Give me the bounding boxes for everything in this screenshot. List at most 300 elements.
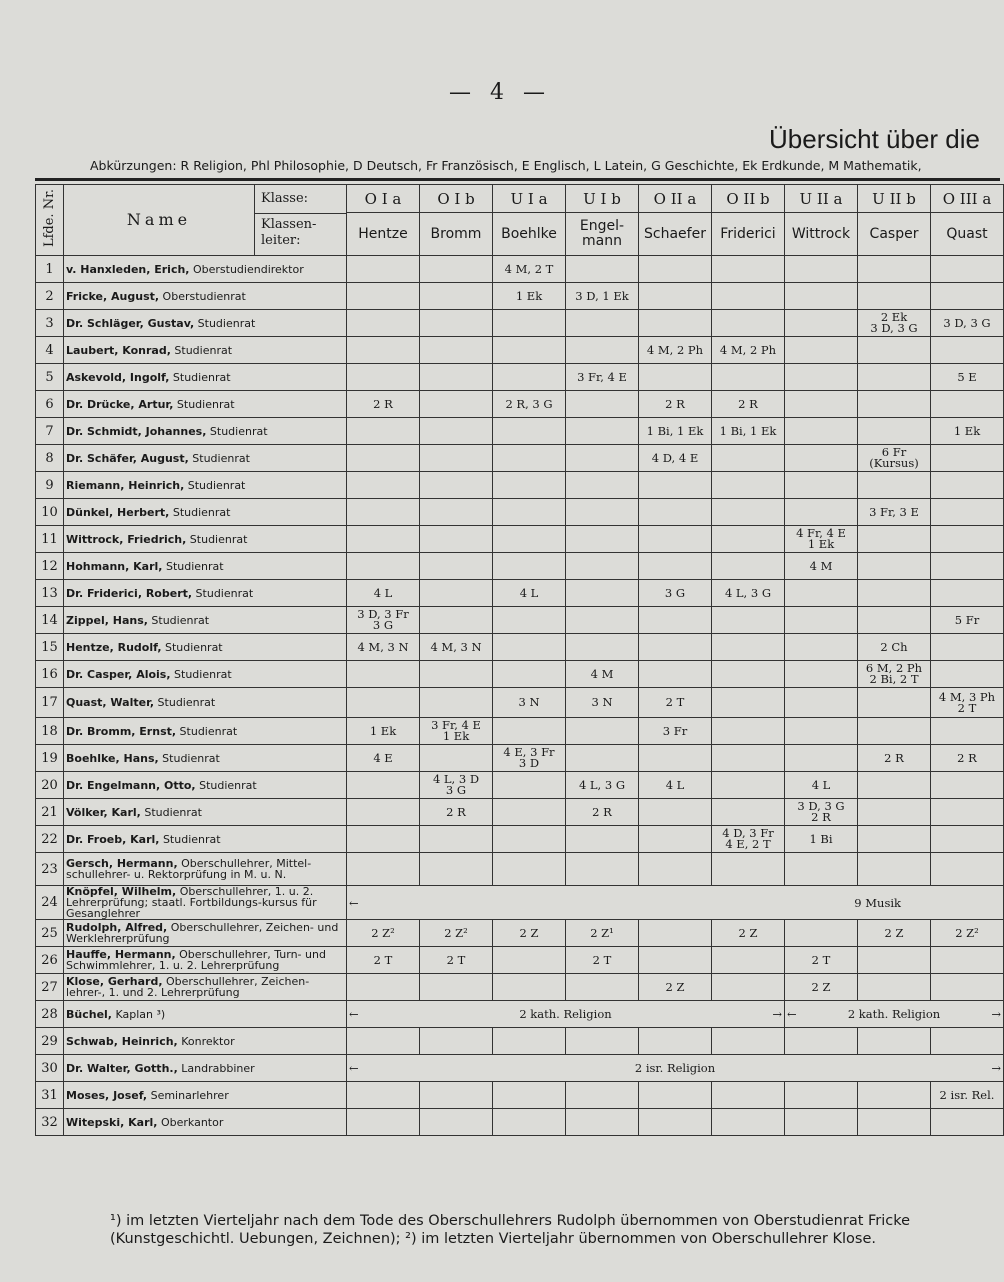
- teacher-name: Schwab, Heinrich,: [66, 1034, 178, 1048]
- teacher-name-cell: [64, 718, 347, 745]
- table-row: [36, 853, 1004, 886]
- table-row: [36, 634, 1004, 661]
- assignment-cell: [566, 472, 639, 499]
- teacher-name-cell: [64, 886, 347, 920]
- assignment-cell: [493, 526, 566, 553]
- assignment-cell: [566, 310, 639, 337]
- assignment-cell: [347, 661, 420, 688]
- assignment-cell: [785, 1082, 858, 1109]
- assignment-cell: [931, 256, 1004, 283]
- class-leader: Casper: [858, 213, 931, 256]
- class-leader: Friderici: [712, 213, 785, 256]
- row-number: 8: [36, 445, 64, 472]
- assignment-cell: [858, 283, 931, 310]
- assignment-cell: [785, 256, 858, 283]
- assignment-cell: 4 M: [785, 553, 858, 580]
- assignment-cell: 2 Z: [858, 920, 931, 947]
- assignment-cell: [931, 526, 1004, 553]
- assignment-cell: [712, 1082, 785, 1109]
- assignment-cell: 2 Z: [639, 974, 712, 1001]
- assignment-cell: [931, 499, 1004, 526]
- teacher-name-cell: [64, 310, 347, 337]
- assignment-cell: 2 Z: [785, 974, 858, 1001]
- assignment-cell: 2 Z²: [347, 920, 420, 947]
- assignment-cell: [639, 499, 712, 526]
- teacher-name-cell: [64, 553, 347, 580]
- assignment-cell: [420, 391, 493, 418]
- assignment-cell: [420, 853, 493, 886]
- table-row: [36, 1109, 1004, 1136]
- assignment-cell: [420, 1082, 493, 1109]
- assignment-cell: [347, 256, 420, 283]
- class-header: O I a: [347, 185, 420, 213]
- assignment-cell: 3 G: [639, 580, 712, 607]
- klasse-label: Klasse:: [255, 185, 346, 214]
- assignment-cell: [712, 283, 785, 310]
- row-number: 20: [36, 772, 64, 799]
- assignment-cell: 4 Fr, 4 E 1 Ek: [785, 526, 858, 553]
- assignment-cell: [493, 1082, 566, 1109]
- assignment-cell: 4 L, 3 G: [712, 580, 785, 607]
- assignment-cell: [712, 974, 785, 1001]
- assignment-cell: [420, 445, 493, 472]
- table-row: [36, 772, 1004, 799]
- assignment-cell: [858, 1028, 931, 1055]
- assignment-cell: 3 Fr: [639, 718, 712, 745]
- assignment-cell: [931, 283, 1004, 310]
- assignment-cell: 2 R: [858, 745, 931, 772]
- teacher-name: Büchel,: [66, 1007, 112, 1021]
- assignment-cell: 2 Z²: [420, 920, 493, 947]
- teacher-name: Dr. Casper, Alois,: [66, 667, 171, 681]
- teacher-role: Studienrat: [170, 343, 233, 357]
- teacher-name-cell: [64, 499, 347, 526]
- teacher-name: Hohmann, Karl,: [66, 559, 163, 573]
- teacher-name-cell: [64, 799, 347, 826]
- teacher-role: Studienrat: [184, 478, 246, 492]
- class-header: U I a: [493, 185, 566, 213]
- table-row: [36, 526, 1004, 553]
- assignment-cell: 4 M, 2 Ph: [712, 337, 785, 364]
- teacher-name-cell: [64, 853, 347, 886]
- teacher-name-cell: [64, 745, 347, 772]
- row-number: 31: [36, 1082, 64, 1109]
- assignment-cell: [493, 1028, 566, 1055]
- assignment-cell: 3 D, 1 Ek: [566, 283, 639, 310]
- assignment-cell: [785, 445, 858, 472]
- teacher-role: Oberstudienrat: [159, 289, 246, 303]
- teacher-role: Studienrat: [195, 778, 257, 792]
- assignment-cell: [858, 1082, 931, 1109]
- assignment-cell: [347, 826, 420, 853]
- row-number: 21: [36, 799, 64, 826]
- assignment-cell: [639, 283, 712, 310]
- assignment-cell: [712, 553, 785, 580]
- assignment-cell: [712, 526, 785, 553]
- assignment-cell: [493, 718, 566, 745]
- assignment-cell: [639, 364, 712, 391]
- assignment-cell: 4 L, 3 G: [566, 772, 639, 799]
- row-number: 17: [36, 688, 64, 718]
- assignment-cell: 3 Fr, 4 E: [566, 364, 639, 391]
- row-number: 26: [36, 947, 64, 974]
- table-row: [36, 499, 1004, 526]
- teacher-name: Dr. Schläger, Gustav,: [66, 316, 195, 330]
- teacher-name: Völker, Karl,: [66, 805, 141, 819]
- assignment-cell: [420, 526, 493, 553]
- teacher-role: Konrektor: [177, 1034, 235, 1048]
- row-number: 2: [36, 283, 64, 310]
- span-label: 9 Musik: [854, 895, 901, 910]
- assignment-cell: [420, 1109, 493, 1136]
- table-row: [36, 718, 1004, 745]
- teacher-name-cell: [64, 1028, 347, 1055]
- assignment-cell: 2 T: [347, 947, 420, 974]
- table-row: [36, 1001, 1004, 1028]
- page-title: Übersicht über die: [769, 124, 980, 154]
- assignment-cell: [858, 418, 931, 445]
- assignment-cell: [858, 853, 931, 886]
- assignment-cell: [785, 472, 858, 499]
- header-rule: [35, 178, 1000, 181]
- assignment-cell: [347, 974, 420, 1001]
- assignment-cell: [566, 607, 639, 634]
- assignment-cell: 2 T: [639, 688, 712, 718]
- assignment-cell: [566, 745, 639, 772]
- teacher-role: Studienrat: [206, 424, 268, 438]
- row-number: 30: [36, 1055, 64, 1082]
- assignment-cell: 4 E: [347, 745, 420, 772]
- class-leader: Quast: [931, 213, 1004, 256]
- teacher-role: Seminarlehrer: [147, 1088, 229, 1102]
- assignment-cell: [858, 391, 931, 418]
- assignment-cell: 6 Fr (Kursus): [858, 445, 931, 472]
- assignment-cell: 2 Z: [493, 920, 566, 947]
- row-number: 3: [36, 310, 64, 337]
- assignment-cell: [785, 634, 858, 661]
- assignment-cell: 4 M, 2 T: [493, 256, 566, 283]
- assignment-cell: 2 Z: [712, 920, 785, 947]
- assignment-cell: [712, 688, 785, 718]
- teacher-role: Studienrat: [169, 370, 231, 384]
- table-row: [36, 886, 1004, 920]
- assignment-cell: [566, 256, 639, 283]
- assignment-cell: [347, 418, 420, 445]
- assignment-cell: [493, 853, 566, 886]
- assignment-cell: 3 D, 3 G: [931, 310, 1004, 337]
- assignment-cell: [785, 499, 858, 526]
- table-row: [36, 607, 1004, 634]
- table-row: [36, 920, 1004, 947]
- teacher-name-cell: [64, 772, 347, 799]
- assignment-cell: [347, 472, 420, 499]
- assignment-cell: [493, 472, 566, 499]
- teacher-name: v. Hanxleden, Erich,: [66, 262, 190, 276]
- teacher-role: Oberschullehrer, Zeichen-lehrer-, 1. und 2. Lehrerprüfung: [66, 975, 310, 999]
- assignment-cell: [639, 256, 712, 283]
- teacher-name: Dr. Walter, Gotth.,: [66, 1061, 178, 1075]
- assignment-cell: [639, 920, 712, 947]
- assignment-cell: [347, 853, 420, 886]
- teacher-name-cell: [64, 1109, 347, 1136]
- assignment-cell: 2 Ch: [858, 634, 931, 661]
- assignment-cell: 5 E: [931, 364, 1004, 391]
- assignment-cell: 1 Ek: [493, 283, 566, 310]
- row-number: 32: [36, 1109, 64, 1136]
- assignment-cell: 4 L: [785, 772, 858, 799]
- class-header: O I b: [420, 185, 493, 213]
- assignment-cell: [858, 337, 931, 364]
- footnote: ¹) im letzten Vierteljahr nach dem Tode des Oberschullehrers Rudolph übernommen von Oberstudienrat Fricke (Kunstgeschichtl. Uebungen, Zeichnen); ²) im letzten Vierteljahr übernommen von Oberschullehrer Klose.: [110, 1213, 911, 1247]
- teacher-role: Oberstudiendirektor: [189, 262, 304, 276]
- assignment-cell: [420, 607, 493, 634]
- assignment-cell: 2 R: [931, 745, 1004, 772]
- assignment-cell: 4 M, 3 N: [347, 634, 420, 661]
- assignment-cell: [785, 1028, 858, 1055]
- assignment-cell: [712, 1109, 785, 1136]
- assignment-cell: [858, 974, 931, 1001]
- assignment-cell: [566, 718, 639, 745]
- teacher-name: Hentze, Rudolf,: [66, 640, 162, 654]
- assignment-cell: 1 Ek: [347, 718, 420, 745]
- assignment-cell: [712, 772, 785, 799]
- assignment-cell: [566, 445, 639, 472]
- teacher-role: Studienrat: [140, 805, 202, 819]
- teacher-name-cell: [64, 826, 347, 853]
- row-number: 14: [36, 607, 64, 634]
- assignment-cell: [785, 283, 858, 310]
- teacher-name-cell: [64, 337, 347, 364]
- table-row: [36, 445, 1004, 472]
- teacher-name-cell: [64, 283, 347, 310]
- teacher-name-cell: [64, 661, 347, 688]
- assignment-cell: [858, 553, 931, 580]
- assignment-cell: 3 N: [493, 688, 566, 718]
- assignment-cell: [566, 1028, 639, 1055]
- assignment-cell: [931, 853, 1004, 886]
- teacher-role: Studienrat: [173, 397, 235, 411]
- assignment-cell: [493, 947, 566, 974]
- assignment-cell: [712, 634, 785, 661]
- assignment-cell: [420, 256, 493, 283]
- assignment-cell: [931, 1109, 1004, 1136]
- row-number: 6: [36, 391, 64, 418]
- class-leader: Engel- mann: [566, 213, 639, 256]
- teacher-name-cell: [64, 634, 347, 661]
- class-leader: Boehlke: [493, 213, 566, 256]
- assignment-cell: [347, 1082, 420, 1109]
- assignment-cell: [858, 607, 931, 634]
- assignment-cell: [566, 499, 639, 526]
- class-leader: Schaefer: [639, 213, 712, 256]
- table-row: [36, 1028, 1004, 1055]
- assignment-cell: [493, 1109, 566, 1136]
- name-header: Name: [64, 185, 255, 255]
- assignment-cell: [858, 364, 931, 391]
- teacher-name: Gersch, Hermann,: [66, 857, 178, 870]
- assignment-cell: 4 L: [347, 580, 420, 607]
- assignment-cell: [347, 553, 420, 580]
- teacher-name: Dr. Schäfer, August,: [66, 451, 189, 465]
- row-number: 7: [36, 418, 64, 445]
- assignment-cell: 2 R, 3 G: [493, 391, 566, 418]
- class-leader: Bromm: [420, 213, 493, 256]
- assignment-cell: [785, 1109, 858, 1136]
- assignment-cell: [931, 445, 1004, 472]
- assignment-cell: [639, 661, 712, 688]
- assignment-cell: [639, 853, 712, 886]
- assignment-cell: 5 Fr: [931, 607, 1004, 634]
- teacher-name-cell: [64, 580, 347, 607]
- assignment-cell: [639, 1109, 712, 1136]
- teacher-name: Laubert, Konrad,: [66, 343, 171, 357]
- assignment-cell: [785, 607, 858, 634]
- assignment-cell: [420, 499, 493, 526]
- teacher-name: Wittrock, Friedrich,: [66, 532, 187, 546]
- table-row: [36, 799, 1004, 826]
- row-number: 11: [36, 526, 64, 553]
- assignment-cell: 4 D, 3 Fr 4 E, 2 T: [712, 826, 785, 853]
- span-label: 2 kath. Religion: [519, 1007, 612, 1021]
- assignment-cell: [493, 499, 566, 526]
- teacher-name-cell: [64, 1082, 347, 1109]
- table-row: [36, 688, 1004, 718]
- teacher-role: Studienrat: [158, 751, 220, 765]
- teacher-role: Oberschullehrer, Turn- und Schwimmlehrer, 1. u. 2. Lehrerprüfung: [66, 948, 326, 972]
- teacher-name: Dr. Friderici, Robert,: [66, 586, 193, 600]
- assignment-cell: 1 Bi, 1 Ek: [712, 418, 785, 445]
- assignment-cell: 1 Ek: [931, 418, 1004, 445]
- assignment-cell: [639, 1028, 712, 1055]
- assignment-cell: 1 Bi: [785, 826, 858, 853]
- assignment-cell: [493, 799, 566, 826]
- assignment-cell: 2 R: [712, 391, 785, 418]
- class-header: U II a: [785, 185, 858, 213]
- assignment-cell: 6 M, 2 Ph 2 Bi, 2 T: [858, 661, 931, 688]
- assignment-cell: [493, 661, 566, 688]
- table-row: [36, 974, 1004, 1001]
- assignment-cell: [931, 634, 1004, 661]
- assignment-cell: [347, 364, 420, 391]
- abbreviations-line: Abkürzungen: R Religion, Phl Philosophie, D Deutsch, Fr Französisch, E Englisch, L Latein, G Geschichte, Ek Erdkunde, M Mathematik,: [90, 158, 922, 173]
- teacher-role: Studienrat: [169, 505, 231, 519]
- teacher-name: Riemann, Heinrich,: [66, 478, 185, 492]
- row-number: 29: [36, 1028, 64, 1055]
- teacher-name-cell: [64, 445, 347, 472]
- table-row: [36, 745, 1004, 772]
- assignment-cell: [858, 1109, 931, 1136]
- class-leader: Hentze: [347, 213, 420, 256]
- assignment-cell: [931, 974, 1004, 1001]
- teacher-role: Studienrat: [162, 559, 224, 573]
- table-body: [36, 256, 1004, 1136]
- assignment-cell: [785, 920, 858, 947]
- assignment-cell: [639, 947, 712, 974]
- assignment-cell: 2 R: [420, 799, 493, 826]
- assignment-cell: [712, 256, 785, 283]
- assignment-cell: [931, 391, 1004, 418]
- assignment-cell: 3 D, 3 Fr 3 G: [347, 607, 420, 634]
- teacher-role: Studienrat: [188, 451, 250, 465]
- assignment-cell: [931, 472, 1004, 499]
- teacher-role: Landrabbiner: [177, 1061, 255, 1075]
- assignment-cell: 3 D, 3 G 2 R: [785, 799, 858, 826]
- assignment-cell: [566, 553, 639, 580]
- assignment-cell: [420, 974, 493, 1001]
- assignment-cell: [420, 688, 493, 718]
- assignment-cell: [493, 772, 566, 799]
- teacher-role: Studienrat: [161, 640, 223, 654]
- assignment-cell: [858, 718, 931, 745]
- teacher-assignment-table: [35, 184, 1004, 1136]
- assignment-cell: [493, 607, 566, 634]
- assignment-cell: [712, 718, 785, 745]
- teacher-role: Studienrat: [176, 724, 238, 738]
- teacher-name: Quast, Walter,: [66, 696, 155, 709]
- assignment-cell: [420, 580, 493, 607]
- teacher-name: Knöpfel, Wilhelm,: [66, 885, 177, 898]
- assignment-cell: [639, 472, 712, 499]
- assignment-cell: 4 M, 3 Ph 2 T: [931, 688, 1004, 718]
- assignment-cell: [566, 974, 639, 1001]
- assignment-cell: [858, 580, 931, 607]
- assignment-cell: [639, 607, 712, 634]
- assignment-cell: [493, 553, 566, 580]
- class-header: O III a: [931, 185, 1004, 213]
- assignment-cell: [931, 947, 1004, 974]
- assignment-cell: 3 Fr, 4 E 1 Ek: [420, 718, 493, 745]
- teacher-name: Dr. Bromm, Ernst,: [66, 724, 177, 738]
- assignment-cell: [785, 364, 858, 391]
- assignment-cell: [639, 553, 712, 580]
- teacher-name: Dr. Froeb, Karl,: [66, 832, 160, 846]
- assignment-cell: [785, 661, 858, 688]
- assignment-cell: [566, 337, 639, 364]
- assignment-cell: [931, 772, 1004, 799]
- assignment-cell: [347, 337, 420, 364]
- teacher-name-cell: [64, 1001, 347, 1028]
- assignment-cell: [493, 445, 566, 472]
- assignment-cell: [712, 607, 785, 634]
- assignment-cell: [785, 391, 858, 418]
- teacher-name: Dünkel, Herbert,: [66, 505, 170, 519]
- assignment-cell: [712, 661, 785, 688]
- assignment-cell: 4 L: [493, 580, 566, 607]
- assignment-cell: [493, 310, 566, 337]
- assignment-cell: [420, 364, 493, 391]
- teacher-role: Studienrat: [170, 667, 232, 681]
- span-assignment: ← → 2 kath. Religion: [785, 1001, 1004, 1028]
- assignment-cell: [639, 310, 712, 337]
- class-header: U II b: [858, 185, 931, 213]
- assignment-cell: 3 N: [566, 688, 639, 718]
- table-row: [36, 661, 1004, 688]
- assignment-cell: [712, 364, 785, 391]
- assignment-cell: [420, 661, 493, 688]
- teacher-role: Oberschullehrer, 1. u. 2. Lehrerprüfung; staatl. Fortbildungs-kursus für Gesanglehrer: [66, 885, 317, 920]
- teacher-name-cell: [64, 256, 347, 283]
- assignment-cell: [420, 337, 493, 364]
- assignment-cell: [566, 391, 639, 418]
- assignment-cell: 4 M: [566, 661, 639, 688]
- assignment-cell: [785, 688, 858, 718]
- assignment-cell: [639, 1082, 712, 1109]
- assignment-cell: [858, 472, 931, 499]
- teacher-name: Rudolph, Alfred,: [66, 921, 168, 934]
- assignment-cell: [931, 1028, 1004, 1055]
- assignment-cell: 4 M, 3 N: [420, 634, 493, 661]
- row-number: 23: [36, 853, 64, 886]
